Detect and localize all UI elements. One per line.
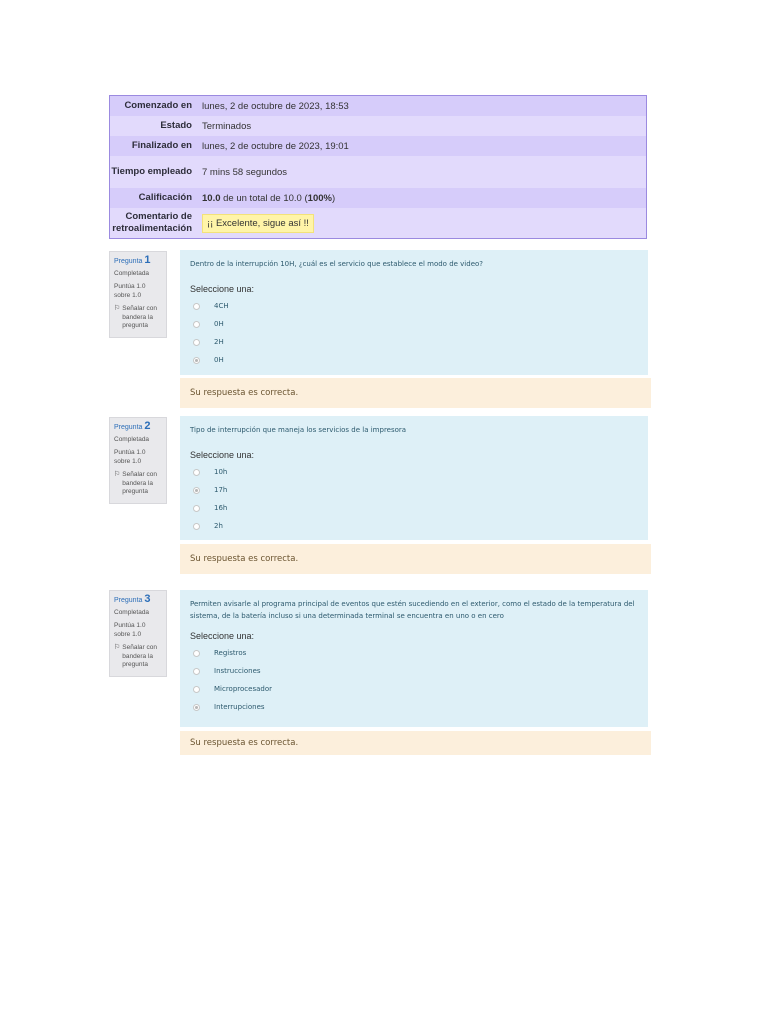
radio-icon[interactable] xyxy=(193,704,200,711)
summary-row-state xyxy=(110,116,646,136)
question-state: Completada xyxy=(114,435,150,443)
answer-label: 16h xyxy=(214,504,228,512)
overall-feedback-badge: ¡¡ Excelente, sigue así !! xyxy=(202,214,314,233)
question-state: Completada xyxy=(114,269,150,277)
question-grade: Puntúa 1.0 sobre 1.0 xyxy=(114,283,146,299)
question-info-3 xyxy=(109,590,167,677)
summary-label: Comentario de retroalimentación xyxy=(112,211,192,234)
question-state: Completada xyxy=(114,608,150,616)
summary-row-grade xyxy=(110,188,646,208)
flag-question-link[interactable] xyxy=(114,471,162,497)
summary-row-time-taken xyxy=(110,156,646,188)
answer-option[interactable] xyxy=(190,463,638,481)
radio-icon[interactable] xyxy=(193,487,200,494)
answer-option[interactable] xyxy=(190,499,638,517)
answer-option[interactable] xyxy=(190,517,638,535)
summary-value: lunes, 2 de octubre de 2023, 18:53 xyxy=(202,100,349,112)
question-feedback-2: Su respuesta es correcta. xyxy=(180,544,651,574)
summary-value: Terminados xyxy=(202,120,252,132)
question-number xyxy=(114,256,162,267)
summary-label: Calificación xyxy=(138,192,192,203)
radio-icon[interactable] xyxy=(193,523,200,530)
answer-label: 2H xyxy=(214,338,224,346)
grade-total: de un total de 10.0 ( xyxy=(220,192,308,204)
answer-label: 17h xyxy=(214,486,228,494)
answer-label: Interrupciones xyxy=(214,703,265,711)
question-prompt: Seleccione una: xyxy=(190,284,255,294)
summary-row-feedback xyxy=(110,208,646,238)
question-feedback-3: Su respuesta es correcta. xyxy=(180,731,651,755)
grade-score: 10.0 xyxy=(202,192,221,204)
grade-percent: 100% xyxy=(307,192,332,204)
attempt-summary-table xyxy=(109,95,647,239)
radio-icon[interactable] xyxy=(193,303,200,310)
radio-icon[interactable] xyxy=(193,650,200,657)
question-grade: Puntúa 1.0 sobre 1.0 xyxy=(114,449,146,465)
answer-label: Registros xyxy=(214,649,247,657)
question-number-value: 1 xyxy=(144,254,151,266)
question-prefix: Pregunta xyxy=(114,424,143,431)
question-grade: Puntúa 1.0 sobre 1.0 xyxy=(114,622,146,638)
summary-row-finished xyxy=(110,136,646,156)
answer-label: Instrucciones xyxy=(214,667,261,675)
summary-value xyxy=(198,193,335,204)
answer-option[interactable] xyxy=(190,680,638,698)
answer-option[interactable] xyxy=(190,333,638,351)
summary-row-started xyxy=(110,96,646,116)
question-box-2 xyxy=(180,416,648,540)
question-prefix: Pregunta xyxy=(114,597,143,604)
summary-value: lunes, 2 de octubre de 2023, 19:01 xyxy=(202,140,349,152)
flag-question-link[interactable] xyxy=(114,305,162,331)
question-prefix: Pregunta xyxy=(114,258,143,265)
question-number xyxy=(114,595,162,606)
radio-icon[interactable] xyxy=(193,469,200,476)
question-feedback-1: Su respuesta es correcta. xyxy=(180,378,651,408)
summary-label: Tiempo empleado xyxy=(111,166,192,177)
question-number-value: 3 xyxy=(144,593,151,605)
summary-value: 7 mins 58 segundos xyxy=(202,166,288,178)
question-info-2 xyxy=(109,417,167,504)
flag-icon: ⚐ xyxy=(114,644,121,651)
answer-option[interactable] xyxy=(190,662,638,680)
radio-icon[interactable] xyxy=(193,505,200,512)
question-box-1 xyxy=(180,250,648,375)
question-prompt: Seleccione una: xyxy=(190,450,255,460)
flag-label: Señalar con bandera la pregunta xyxy=(122,644,157,668)
summary-value xyxy=(198,218,314,229)
summary-label: Estado xyxy=(160,120,192,131)
flag-label: Señalar con bandera la pregunta xyxy=(122,471,157,495)
answer-option-selected[interactable] xyxy=(190,481,638,499)
answer-label: 0H xyxy=(214,320,224,328)
answer-label: 2h xyxy=(214,522,223,530)
grade-close: ) xyxy=(331,192,336,204)
answer-option-selected[interactable] xyxy=(190,698,638,716)
question-prompt: Seleccione una: xyxy=(190,631,255,641)
answer-option-selected[interactable] xyxy=(190,351,638,369)
flag-icon: ⚐ xyxy=(114,471,121,478)
answer-label: 0H xyxy=(214,356,224,364)
question-text: Dentro de la interrupción 10H, ¿cuál es el servicio que establece el modo de video? xyxy=(190,260,483,268)
answer-option[interactable] xyxy=(190,297,638,315)
question-text: Tipo de interrupción que maneja los servicios de la impresora xyxy=(190,426,407,434)
question-number xyxy=(114,422,162,433)
question-box-3 xyxy=(180,590,648,727)
summary-label: Finalizado en xyxy=(131,140,192,151)
answer-option[interactable] xyxy=(190,644,638,662)
answer-label: 4CH xyxy=(214,302,229,310)
flag-question-link[interactable] xyxy=(114,644,162,670)
answer-label: Microprocesador xyxy=(214,685,272,693)
radio-icon[interactable] xyxy=(193,357,200,364)
radio-icon[interactable] xyxy=(193,686,200,693)
question-text: Permiten avisarle al programa principal de eventos que estén sucediendo en el exterior, como el estado de la temperatura del sistema, de la batería incluso si una determinada terminal se encuentra en uno o en cero xyxy=(190,600,635,620)
flag-icon: ⚐ xyxy=(114,305,121,312)
answer-option[interactable] xyxy=(190,315,638,333)
radio-icon[interactable] xyxy=(193,321,200,328)
radio-icon[interactable] xyxy=(193,339,200,346)
flag-label: Señalar con bandera la pregunta xyxy=(122,305,157,329)
question-number-value: 2 xyxy=(144,420,151,432)
question-info-1 xyxy=(109,251,167,338)
summary-label: Comenzado en xyxy=(124,100,192,111)
radio-icon[interactable] xyxy=(193,668,200,675)
answer-label: 10h xyxy=(214,468,228,476)
